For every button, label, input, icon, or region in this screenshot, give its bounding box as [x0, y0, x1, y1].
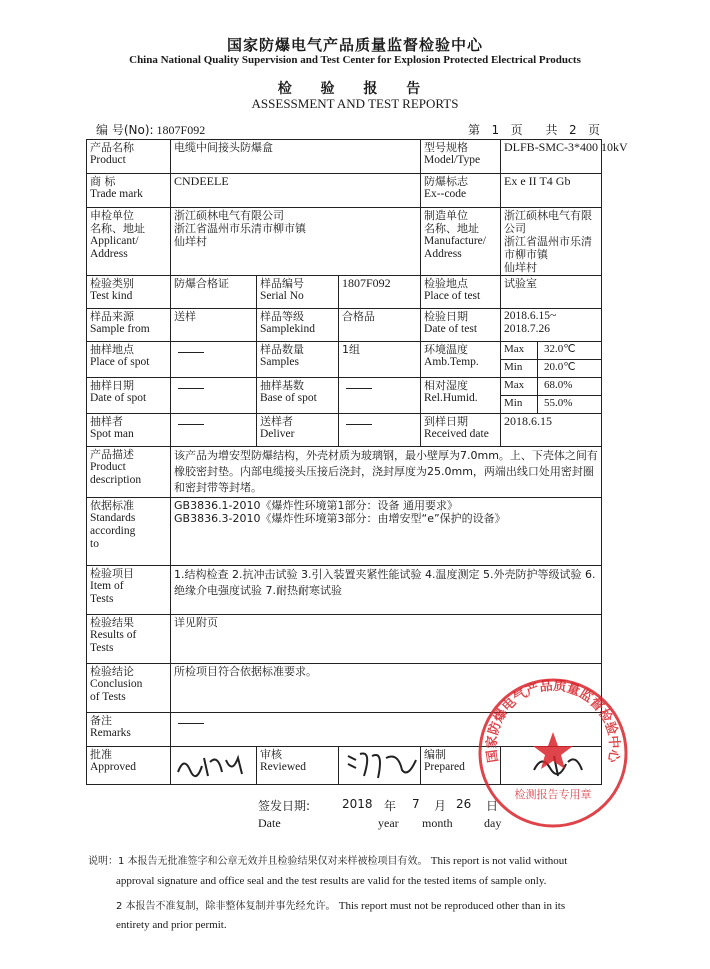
prepared-label: 编制 Prepared: [421, 747, 501, 785]
page-indicator: [468, 121, 600, 138]
page-suffix: 页: [510, 123, 523, 137]
model-value: DLFB-SMC-3*400 10kV: [501, 140, 602, 174]
applicant-label: 申检单位 名称、地址 Applicant/ Address: [87, 208, 171, 276]
issue-month: 7: [412, 797, 420, 811]
product-name-value: 电缆中间接头防爆盒: [171, 140, 421, 174]
amb-temp-max: 32.0℃: [544, 343, 576, 355]
remarks-label: 备注 Remarks: [87, 713, 171, 747]
applicant-value: 浙江硕林电气有限公司 浙江省温州市乐清市柳市镇 仙垟村: [171, 208, 421, 276]
reviewed-label: 审核 Reviewed: [257, 747, 339, 785]
rel-humid-max: 68.0%: [544, 379, 573, 391]
test-kind-value: 防爆合格证: [171, 276, 257, 309]
amb-temp-max-label: Max: [501, 342, 538, 359]
page-prefix: 第: [468, 123, 481, 137]
report-number-label: 编 号(No):: [96, 123, 154, 137]
product-name-label: 产品名称 Product: [87, 140, 171, 174]
amb-temp-min: 20.0℃: [544, 361, 576, 373]
row-sample-from: [87, 309, 602, 342]
total-prefix: 共: [545, 123, 558, 137]
empty-dash: [178, 388, 204, 389]
serial-no-label: 样品编号 Serial No: [257, 276, 339, 309]
rel-humid-label: 相对湿度 Rel.Humid.: [421, 378, 501, 414]
deliver-value: [339, 414, 421, 447]
page-current: 1: [491, 123, 500, 137]
base-of-spot-value: [339, 378, 421, 414]
conclusion-label: 检验结论 Conclusion of Tests: [87, 664, 171, 713]
results-label: 检验结果 Results of Tests: [87, 615, 171, 664]
deliver-label: 送样者 Deliver: [257, 414, 339, 447]
total-suffix: 页: [588, 123, 601, 137]
base-of-spot-label: 抽样基数 Base of spot: [257, 378, 339, 414]
row-items: [87, 566, 602, 615]
received-date-value: 2018.6.15: [501, 414, 602, 447]
row-test-kind: [87, 276, 602, 309]
issue-year-cn: 年: [384, 799, 397, 813]
note-2: [116, 897, 565, 912]
row-spot-man: [87, 414, 602, 447]
official-seal-icon: [476, 676, 630, 830]
row-product: [87, 140, 602, 174]
sample-kind-label: 样品等级 Samplekind: [257, 309, 339, 342]
model-label: 型号规格 Model/Type: [421, 140, 501, 174]
note-1b: [116, 875, 546, 887]
row-standards: [87, 498, 602, 566]
empty-dash: [346, 388, 372, 389]
row-description: [87, 447, 602, 498]
description-value: 该产品为增安型防爆结构，外壳材质为玻璃钢，最小壁厚为7.0mm。上、下壳体之间有橡胶密封垫。内部电缆接头压接后浇封，浇封厚度为25.0mm，两端出线口处用密封圈和密封带等封堵。: [171, 447, 602, 498]
serial-no-value: 1807F092: [339, 276, 421, 309]
row-applicant: [87, 208, 602, 276]
note-1: [88, 852, 567, 867]
row-trademark: [87, 174, 602, 208]
center-title-en: China National Quality Supervision and Test Center for Explosion Protected Electrical Products: [129, 54, 581, 66]
note-1b-en: approval signature and office seal and the test results are valid for the tested items of sample only.: [116, 875, 547, 887]
row-date-of-spot: [87, 378, 602, 414]
rel-humid-max-label: Max: [501, 378, 538, 395]
note-2-cn: 2 本报告不准复制，除非整体复制并事先经允许。: [116, 901, 336, 912]
sample-from-label: 样品来源 Sample from: [87, 309, 171, 342]
standard-2: GB3836.3-2010《爆炸性环境第3部分：由增安型“e”保护的设备》: [174, 512, 506, 525]
description-label: 产品描述 Product description: [87, 447, 171, 498]
date-of-test-value: 2018.6.15~ 2018.7.26: [501, 309, 602, 342]
trade-mark-label: 商 标 Trade mark: [87, 174, 171, 208]
approved-signature: [171, 747, 257, 785]
empty-dash: [346, 424, 372, 425]
report-number-value: 1807F092: [156, 123, 206, 137]
results-value: 详见附页: [171, 615, 602, 664]
place-of-test-label: 检验地点 Place of test: [421, 276, 501, 309]
sample-from-value: 送样: [171, 309, 257, 342]
conclusion-value: 所检项目符合依据标准要求。: [171, 664, 602, 713]
seal-text: 国家防爆电气产品质量监督检验中心: [484, 678, 622, 764]
year-en-label: year: [378, 816, 399, 830]
empty-dash: [178, 723, 204, 724]
place-of-spot-label: 抽样地点 Place of spot: [87, 342, 171, 378]
empty-dash: [178, 352, 204, 353]
samples-value: 1组: [339, 342, 421, 378]
report-title-cn: 检 验 报 告: [277, 81, 433, 97]
rel-humid-min: 55.0%: [544, 397, 573, 409]
date-of-spot-label: 抽样日期 Date of spot: [87, 378, 171, 414]
items-value: 1.结构检查 2.抗冲击试验 3.引入装置夹紧性能试验 4.温度测定 5.外壳防护等级试验 6.绝缘介电强度试验 7.耐热耐寒试验: [171, 566, 602, 615]
place-of-test-value: 试验室: [501, 276, 602, 309]
spot-man-value: [171, 414, 257, 447]
issue-day-cn: 日: [486, 799, 499, 813]
issue-date-label: 签发日期:: [258, 799, 311, 813]
note-2b: [116, 919, 227, 931]
amb-temp-label: 环境温度 Amb.Temp.: [421, 342, 501, 378]
spot-man-label: 抽样者 Spot man: [87, 414, 171, 447]
place-of-spot-value: [171, 342, 257, 378]
items-label: 检验项目 Item of Tests: [87, 566, 171, 615]
approved-signature-scribble: [174, 748, 254, 780]
approved-label: 批准 Approved: [87, 747, 171, 785]
rel-humid-min-label: Min: [501, 396, 538, 413]
report-title-en: ASSESSMENT AND TEST REPORTS: [251, 96, 459, 111]
standards-value: [171, 498, 602, 566]
rel-humid-value: [501, 378, 602, 414]
amb-temp-min-label: Min: [501, 360, 538, 377]
note-1-cn: 说明：1 本报告无批准签字和公章无效并且检验结果仅对来样被检项目有效。: [88, 856, 428, 867]
row-place-of-spot: [87, 342, 602, 378]
day-en-label: day: [484, 816, 502, 830]
issue-day: 26: [456, 797, 472, 811]
empty-dash: [178, 424, 204, 425]
issue-year: 2018: [342, 797, 373, 811]
ex-code-label: 防爆标志 Ex--code: [421, 174, 501, 208]
amb-temp-value: [501, 342, 602, 378]
report-number: [96, 121, 205, 138]
trade-mark-value: CNDEELE: [171, 174, 421, 208]
row-results: [87, 615, 602, 664]
date-of-spot-value: [171, 378, 257, 414]
center-title-cn: 国家防爆电气产品质量监督检验中心: [226, 36, 483, 54]
manufacture-label: 制造单位 名称、地址 Manufacture/ Address: [421, 208, 501, 276]
ex-code-value: Ex e II T4 Gb: [501, 174, 602, 208]
manufacture-value: 浙江硕林电气有限公司 浙江省温州市乐清市柳市镇 仙垟村: [501, 208, 602, 276]
month-en-label: month: [422, 816, 453, 830]
page-total: 2: [568, 123, 577, 137]
seal-bottom-text: 检测报告专用章: [514, 788, 592, 801]
received-date-label: 到样日期 Received date: [421, 414, 501, 447]
note-1-en: This report is not valid without: [430, 855, 568, 867]
date-of-test-label: 检验日期 Date of test: [421, 309, 501, 342]
note-2b-en: entirety and prior permit.: [116, 919, 227, 931]
samples-label: 样品数量 Samples: [257, 342, 339, 378]
standards-label: 依据标准 Standards according to: [87, 498, 171, 566]
reviewed-signature: [339, 747, 421, 785]
test-kind-label: 检验类别 Test kind: [87, 276, 171, 309]
standard-1: GB3836.1-2010《爆炸性环境第1部分：设备 通用要求》: [174, 499, 459, 512]
sample-kind-value: 合格品: [339, 309, 421, 342]
note-2-en: This report must not be reproduced other than in its: [338, 900, 566, 912]
reviewed-signature-scribble: [342, 748, 422, 780]
date-en-label: Date: [258, 816, 281, 830]
issue-month-cn: 月: [434, 799, 447, 813]
